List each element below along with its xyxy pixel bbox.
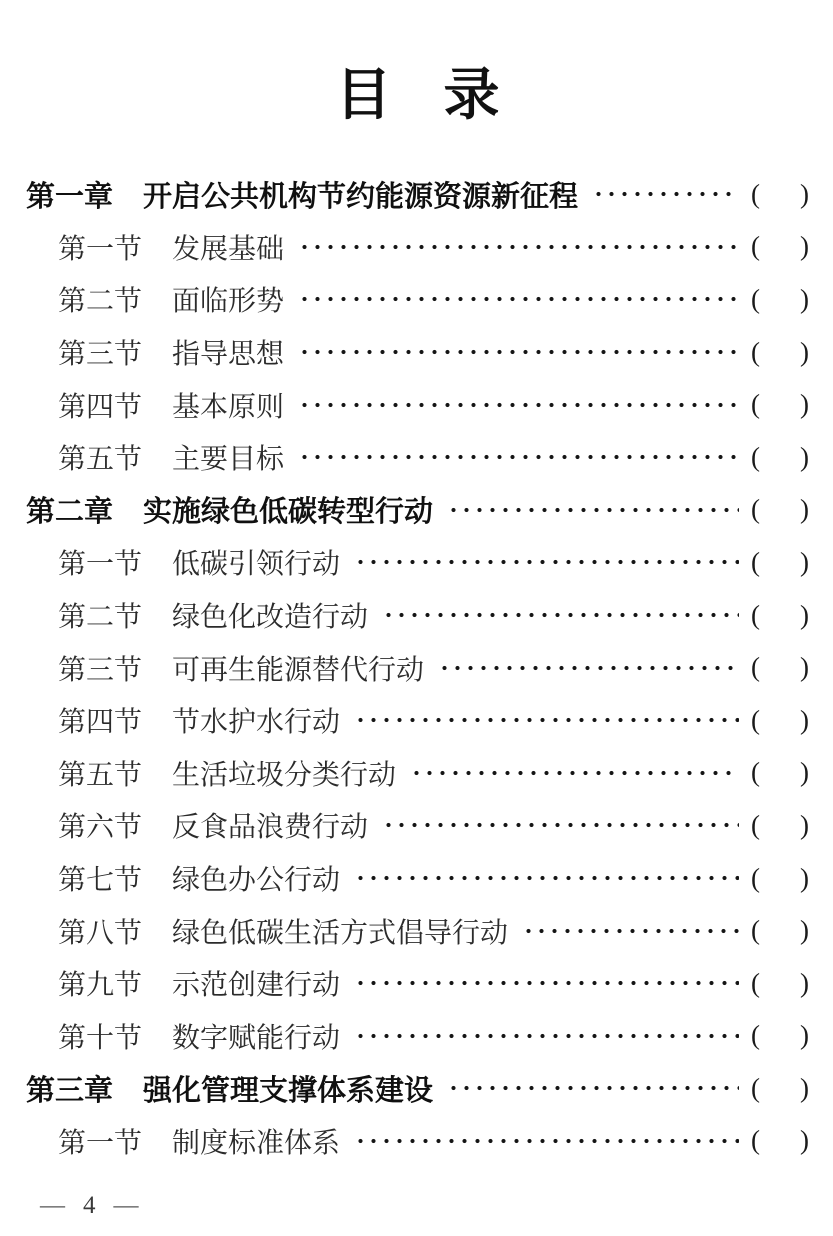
close-paren: ) [800,231,809,262]
entry-title: 生活垃圾分类行动 [172,759,397,791]
page-number-placeholder [751,494,809,525]
page-number-placeholder [751,284,809,315]
open-paren: ( [751,1125,760,1156]
page-number-placeholder [751,705,809,736]
entry-label: 第十节 [58,1022,143,1054]
toc-entry-chapter [26,1062,809,1115]
open-paren: ( [751,231,760,262]
page-title [26,60,809,127]
entry-title: 低碳引领行动 [172,549,341,581]
toc-entry-section [26,641,809,694]
entry-label: 第七节 [58,865,143,897]
entry-title: 反食品浪费行动 [172,812,369,844]
page-number-placeholder [751,1125,809,1156]
entry-title: 发展基础 [172,233,285,265]
entry-title: 绿色化改造行动 [172,602,369,634]
entry-title: 示范创建行动 [172,970,341,1002]
open-paren: ( [751,494,760,525]
open-paren: ( [751,546,760,577]
page-number-placeholder [751,810,809,841]
close-paren: ) [800,757,809,788]
open-paren: ( [751,283,760,314]
open-paren: ( [751,757,760,788]
entry-label: 第二节 [58,286,143,318]
toc-entry-section [26,1010,809,1063]
toc-entry-section [26,799,809,852]
toc-entry-chapter [26,168,809,221]
close-paren: ) [800,336,809,367]
dot-leader [298,221,739,274]
entry-title: 强化管理支撑体系建设 [143,1074,434,1107]
toc-entry-section [26,747,809,800]
entry-label: 第三节 [58,654,143,686]
close-paren: ) [800,1125,809,1156]
close-paren: ) [800,1072,809,1103]
page-title-char-2: 录 [443,65,500,127]
dot-leader [298,431,739,484]
dot-leader [592,168,739,221]
entry-title: 面临形势 [172,286,285,318]
entry-title: 绿色低碳生活方式倡导行动 [172,917,509,949]
dot-leader [354,957,739,1010]
page-number-placeholder [751,863,809,894]
entry-label: 第三节 [58,339,143,371]
dot-leader [354,694,739,747]
page-number-placeholder [751,442,809,473]
entry-label: 第三章 [26,1074,114,1107]
page-number-placeholder [751,547,809,578]
entry-title: 指导思想 [172,339,285,371]
dot-leader [354,1115,739,1168]
page-number-placeholder [751,231,809,262]
close-paren: ) [800,704,809,735]
toc-entry-section [26,431,809,484]
toc-entry-section [26,326,809,379]
toc-entry-section [26,904,809,957]
dot-leader [382,589,739,642]
close-paren: ) [800,494,809,525]
entry-label: 第一节 [58,549,143,581]
open-paren: ( [751,389,760,420]
entry-label: 第一章 [26,180,114,213]
open-paren: ( [751,441,760,472]
page-number-placeholder [751,389,809,420]
entry-label: 第四节 [58,391,143,423]
entry-title: 实施绿色低碳转型行动 [143,496,434,529]
page-footer [40,1192,139,1220]
entry-label: 第四节 [58,707,143,739]
page-number-placeholder [751,968,809,999]
entry-label: 第八节 [58,917,143,949]
entry-title: 节水护水行动 [172,707,341,739]
dot-leader [298,273,739,326]
entry-label: 第五节 [58,444,143,476]
toc-entry-section [26,694,809,747]
dot-leader [410,747,739,800]
toc-entry-section [26,273,809,326]
entry-label: 第一节 [58,233,143,265]
close-paren: ) [800,1020,809,1051]
entry-title: 开启公共机构节约能源资源新征程 [143,180,579,213]
dot-leader [298,378,739,431]
dot-leader [447,1062,739,1115]
footer-right-dash: — [113,1192,139,1219]
toc-entry-section [26,957,809,1010]
entry-label: 第二节 [58,602,143,634]
open-paren: ( [751,1020,760,1051]
open-paren: ( [751,967,760,998]
toc-entry-section [26,221,809,274]
toc-entry-section [26,378,809,431]
close-paren: ) [800,809,809,840]
close-paren: ) [800,389,809,420]
page-title-char-1: 目 [335,65,392,127]
dot-leader [522,904,739,957]
page-number-placeholder [751,652,809,683]
page-number-placeholder [751,757,809,788]
toc-entry-section [26,852,809,905]
close-paren: ) [800,862,809,893]
dot-leader [447,484,739,537]
entry-label: 第二章 [26,496,114,529]
entry-label: 第九节 [58,970,143,1002]
dot-leader [298,326,739,379]
open-paren: ( [751,336,760,367]
dot-leader [438,641,739,694]
entry-title: 可再生能源替代行动 [172,654,425,686]
open-paren: ( [751,915,760,946]
footer-left-dash: — [40,1192,65,1219]
entry-label: 第六节 [58,812,143,844]
toc-entry-section [26,589,809,642]
close-paren: ) [800,283,809,314]
toc-entry-section [26,536,809,589]
close-paren: ) [800,915,809,946]
open-paren: ( [751,809,760,840]
entry-title: 数字赋能行动 [172,1022,341,1054]
close-paren: ) [800,599,809,630]
page-number-placeholder [751,600,809,631]
close-paren: ) [800,178,809,209]
table-of-contents [26,168,809,1167]
footer-page-number: 4 [83,1192,96,1219]
toc-entry-chapter [26,484,809,537]
close-paren: ) [800,967,809,998]
open-paren: ( [751,704,760,735]
dot-leader [354,852,739,905]
open-paren: ( [751,178,760,209]
close-paren: ) [800,652,809,683]
page-number-placeholder [751,179,809,210]
entry-title: 制度标准体系 [172,1127,341,1159]
open-paren: ( [751,862,760,893]
entry-title: 主要目标 [172,444,285,476]
dot-leader [354,536,739,589]
toc-entry-section [26,1115,809,1168]
page-number-placeholder [751,1073,809,1104]
entry-label: 第一节 [58,1127,143,1159]
close-paren: ) [800,441,809,472]
close-paren: ) [800,546,809,577]
page-number-placeholder [751,915,809,946]
dot-leader [354,1010,739,1063]
open-paren: ( [751,652,760,683]
dot-leader [382,799,739,852]
entry-label: 第五节 [58,759,143,791]
entry-title: 基本原则 [172,391,285,423]
page-number-placeholder [751,1020,809,1051]
open-paren: ( [751,1072,760,1103]
entry-title: 绿色办公行动 [172,865,341,897]
open-paren: ( [751,599,760,630]
page-number-placeholder [751,337,809,368]
